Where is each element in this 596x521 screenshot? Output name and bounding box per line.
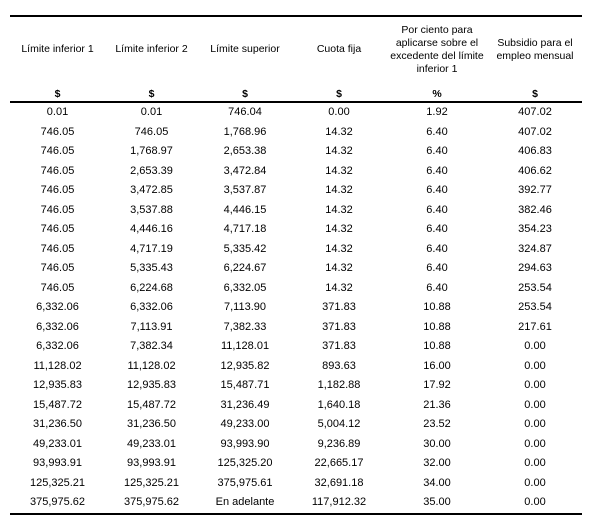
table-row — [10, 337, 582, 357]
table-cell: 49,233.01 — [127, 437, 176, 450]
header-por-ciento: Por ciento para aplicarse sobre el excedente del límite inferior 1 — [386, 16, 488, 82]
table-cell: 4,717.18 — [223, 223, 267, 235]
table-cell: 11,128.02 — [127, 359, 176, 372]
table-cell: 746.05 — [40, 203, 75, 216]
table-body — [10, 102, 582, 514]
table-cell: 2,653.39 — [130, 164, 173, 177]
table-cell: 93,993.91 — [33, 457, 82, 469]
table-cell: 32.00 — [423, 457, 451, 469]
table-cell: 6.40 — [426, 184, 448, 196]
table-cell: 0.00 — [524, 457, 546, 469]
table-cell: 382.46 — [518, 203, 552, 216]
table-cell: 746.05 — [40, 242, 75, 255]
table-cell: 32,691.18 — [314, 476, 364, 489]
table-cell: 3,537.88 — [130, 203, 173, 216]
table-cell: 12,935.83 — [127, 379, 176, 391]
table-cell: 6,332.05 — [223, 281, 267, 294]
header-row — [10, 16, 582, 82]
table-cell: 6.40 — [426, 242, 448, 255]
table-row — [10, 454, 582, 474]
table-row — [10, 220, 582, 240]
table-cell: 14.32 — [325, 223, 353, 235]
table-cell: 6,332.06 — [130, 301, 173, 313]
table-cell: 9,236.89 — [317, 437, 361, 450]
table-cell: 10.88 — [423, 320, 451, 333]
table-cell: 0.00 — [524, 476, 546, 489]
table-cell: 6.40 — [426, 125, 448, 138]
table-cell: 0.00 — [524, 398, 546, 411]
table-cell: 0.00 — [328, 106, 350, 118]
table-cell: 93,993.91 — [127, 457, 176, 469]
table-row — [10, 162, 582, 182]
table-cell: 49,233.01 — [33, 437, 82, 450]
table-cell: 375,975.61 — [217, 476, 273, 489]
table-cell: 375,975.62 — [10, 493, 105, 514]
table-cell: 407.02 — [518, 125, 552, 138]
table-cell: 6,332.06 — [36, 301, 79, 313]
table-cell: En adelante — [198, 493, 292, 514]
table-cell: 5,335.42 — [223, 242, 267, 255]
table-row — [10, 279, 582, 299]
table-cell: 6,332.06 — [36, 320, 79, 333]
table-cell: 3,537.87 — [223, 184, 267, 196]
table-cell: 2,653.38 — [223, 145, 267, 157]
table-cell: 23.52 — [423, 418, 451, 430]
table-cell: 14.32 — [325, 145, 353, 157]
table-row — [10, 142, 582, 162]
table-row — [10, 396, 582, 416]
table-row — [10, 298, 582, 318]
table-cell: 6.40 — [426, 164, 448, 177]
table-cell: 0.01 — [46, 106, 69, 118]
table-cell: 22,665.17 — [314, 457, 364, 469]
table-cell: 30.00 — [423, 437, 451, 450]
table-cell: 253.54 — [518, 301, 552, 313]
table-cell: 5,004.12 — [317, 418, 361, 430]
table-cell: 746.05 — [40, 281, 75, 294]
table-cell: 893.63 — [322, 359, 356, 372]
table-cell: 0.00 — [524, 359, 546, 372]
table-cell: 14.32 — [325, 242, 353, 255]
table-cell: 10.88 — [423, 301, 451, 313]
table-cell: 1,640.18 — [317, 398, 361, 411]
table-cell: 3,472.85 — [130, 184, 173, 196]
table-cell: 7,113.91 — [130, 320, 173, 333]
table-cell: 324.87 — [518, 242, 552, 255]
table-cell: 4,717.19 — [130, 242, 173, 255]
table-cell: 6,332.06 — [36, 340, 79, 352]
header-subsidio: Subsidio para el empleo mensual — [488, 16, 582, 82]
table-cell: 746.05 — [40, 262, 75, 274]
table-row — [10, 493, 582, 514]
table-cell: 11,128.02 — [33, 359, 82, 372]
table-row — [10, 474, 582, 494]
table-cell: 21.36 — [423, 398, 451, 411]
table-row — [10, 240, 582, 260]
table-row — [10, 415, 582, 435]
table-cell: 14.32 — [325, 262, 353, 274]
table-row — [10, 201, 582, 221]
table-cell: 746.05 — [40, 125, 75, 138]
table-cell: 31,236.49 — [220, 398, 270, 411]
table-cell: 11,128.01 — [220, 340, 270, 352]
table-cell: 375,975.62 — [105, 493, 198, 514]
table-cell: 12,935.83 — [33, 379, 82, 391]
table-cell: 14.32 — [325, 164, 353, 177]
table-row — [10, 123, 582, 143]
table-cell: 0.00 — [524, 379, 546, 391]
unit-cell: $ — [488, 82, 582, 102]
table-cell: 125,325.20 — [217, 457, 273, 469]
table-cell: 31,236.50 — [33, 418, 82, 430]
table-cell: 294.63 — [518, 262, 552, 274]
isr-rate-table — [10, 15, 582, 515]
table-cell: 15,487.72 — [127, 398, 176, 411]
unit-cell: $ — [198, 82, 292, 102]
isr-rate-table-container — [10, 15, 582, 515]
table-cell: 0.01 — [140, 106, 163, 118]
table-row — [10, 102, 582, 123]
table-cell: 16.00 — [423, 359, 451, 372]
table-cell: 371.83 — [322, 320, 356, 333]
table-cell: 6.40 — [426, 145, 448, 157]
header-limite-inferior-2: Límite inferior 2 — [105, 16, 198, 82]
table-cell: 7,382.34 — [130, 340, 173, 352]
table-cell: 6.40 — [426, 262, 448, 274]
table-row — [10, 181, 582, 201]
table-cell: 354.23 — [518, 223, 552, 235]
table-cell: 1.92 — [426, 106, 448, 118]
table-cell: 392.77 — [518, 184, 552, 196]
table-cell: 14.32 — [325, 125, 353, 138]
table-cell: 14.32 — [325, 203, 353, 216]
table-cell: 7,382.33 — [223, 320, 267, 333]
table-cell: 5,335.43 — [130, 262, 173, 274]
table-row — [10, 357, 582, 377]
header-limite-inferior-1: Límite inferior 1 — [10, 16, 105, 82]
table-cell: 1,768.96 — [223, 125, 267, 138]
unit-cell: $ — [10, 82, 105, 102]
unit-cell: $ — [292, 82, 386, 102]
table-cell: 746.05 — [40, 184, 75, 196]
table-cell: 6.40 — [426, 203, 448, 216]
table-cell: 125,325.21 — [29, 476, 86, 489]
table-cell: 4,446.15 — [223, 203, 267, 216]
table-cell: 371.83 — [322, 301, 356, 313]
table-cell: 49,233.00 — [220, 418, 270, 430]
table-cell: 406.62 — [518, 164, 552, 177]
table-row — [10, 259, 582, 279]
table-cell: 93,993.90 — [220, 437, 270, 450]
table-cell: 125,325.21 — [123, 476, 180, 489]
table-cell: 6.40 — [426, 223, 448, 235]
table-cell: 0.00 — [524, 418, 546, 430]
table-cell: 407.02 — [518, 106, 552, 118]
header-cuota-fija: Cuota fija — [292, 16, 386, 82]
table-cell: 17.92 — [423, 379, 451, 391]
table-cell: 15,487.71 — [220, 379, 270, 391]
table-cell: 6,224.67 — [223, 262, 267, 274]
table-cell: 35.00 — [386, 493, 488, 514]
header-limite-superior: Límite superior — [198, 16, 292, 82]
table-cell: 34.00 — [423, 476, 451, 489]
table-cell: 7,113.90 — [223, 301, 266, 313]
table-cell: 4,446.16 — [130, 223, 173, 235]
table-row — [10, 318, 582, 338]
table-cell: 0.00 — [524, 437, 546, 450]
unit-cell: % — [386, 82, 488, 102]
table-cell: 1,182.88 — [317, 379, 361, 391]
table-cell: 217.61 — [518, 320, 552, 333]
table-cell: 746.04 — [228, 106, 262, 118]
table-cell: 6,224.68 — [130, 281, 173, 294]
table-cell: 746.05 — [40, 223, 75, 235]
table-cell: 15,487.72 — [33, 398, 82, 411]
table-row — [10, 435, 582, 455]
table-cell: 1,768.97 — [130, 145, 173, 157]
table-cell: 14.32 — [325, 184, 353, 196]
table-cell: 31,236.50 — [127, 418, 176, 430]
table-cell: 746.05 — [134, 125, 169, 138]
table-cell: 10.88 — [423, 340, 451, 352]
table-cell: 406.83 — [518, 145, 552, 157]
unit-row — [10, 82, 582, 102]
table-cell: 253.54 — [518, 281, 552, 294]
unit-cell: $ — [105, 82, 198, 102]
table-cell: 117,912.32 — [292, 493, 386, 514]
table-cell: 746.05 — [40, 145, 75, 157]
table-cell: 0.00 — [488, 493, 582, 514]
table-row — [10, 376, 582, 396]
table-cell: 3,472.84 — [223, 164, 267, 177]
table-cell: 12,935.82 — [220, 359, 270, 372]
table-cell: 0.00 — [524, 340, 546, 352]
table-cell: 746.05 — [40, 164, 75, 177]
table-cell: 6.40 — [426, 281, 448, 294]
table-cell: 371.83 — [322, 340, 356, 352]
table-cell: 14.32 — [325, 281, 353, 294]
